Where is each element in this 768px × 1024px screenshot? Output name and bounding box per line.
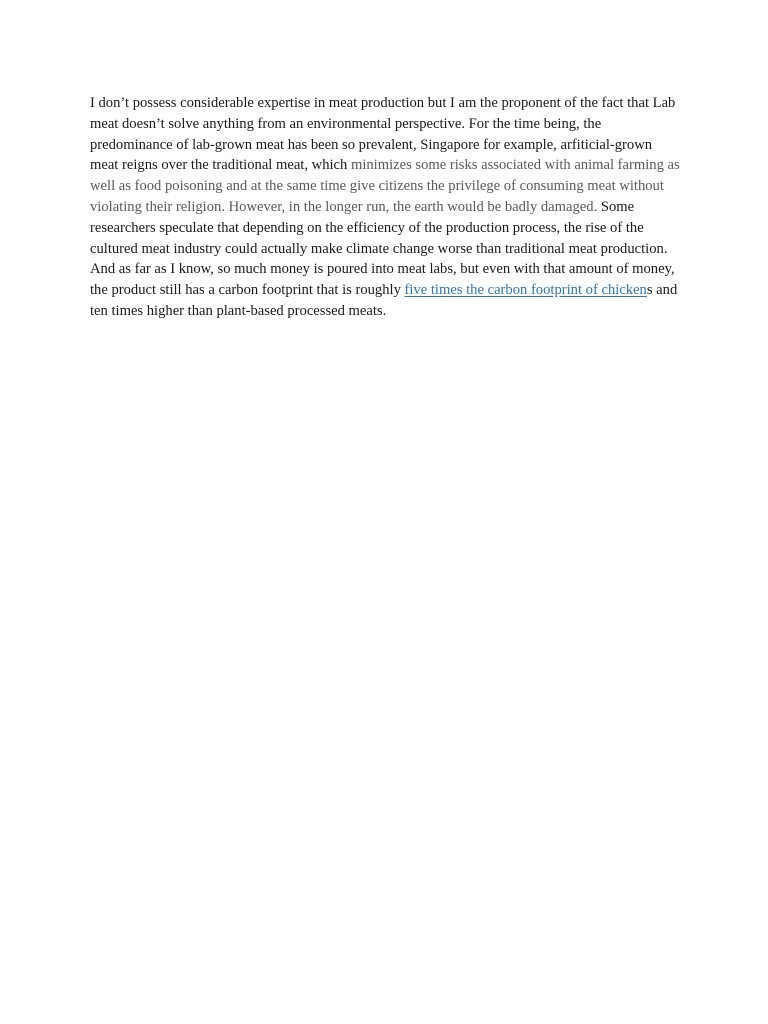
carbon-footprint-link[interactable]: five times the carbon footprint of chicken [404, 282, 647, 299]
body-paragraph [90, 93, 682, 322]
paragraph-text-end: s and ten times higher than plant-based processed meats. [90, 282, 678, 319]
paragraph-text-muted: minimizes some risks associated with animal farming as well as food poisoning and at the same time give citizens the privilege of consuming meat without violating their religion. However, in the longer run, the earth would be badly damaged. [90, 157, 680, 215]
paragraph-text-research: Some researchers speculate that depending on the efficiency of the production process, the rise of the cultured meat industry could actually make climate change worse than traditional meat production. And as far as I know, so much money is poured into meat labs, but even with that amount of money, the product still has a carbon footprint that is roughly [90, 198, 675, 299]
paragraph-text-intro: I don’t possess considerable expertise in meat production but I am the proponent of the fact that Lab meat doesn’t solve anything from an environmental perspective. For the time being, the predominance of lab-grown meat has been so prevalent, Singapore for example, arfiticial-grown meat reigns over the traditional meat, which [90, 95, 676, 174]
